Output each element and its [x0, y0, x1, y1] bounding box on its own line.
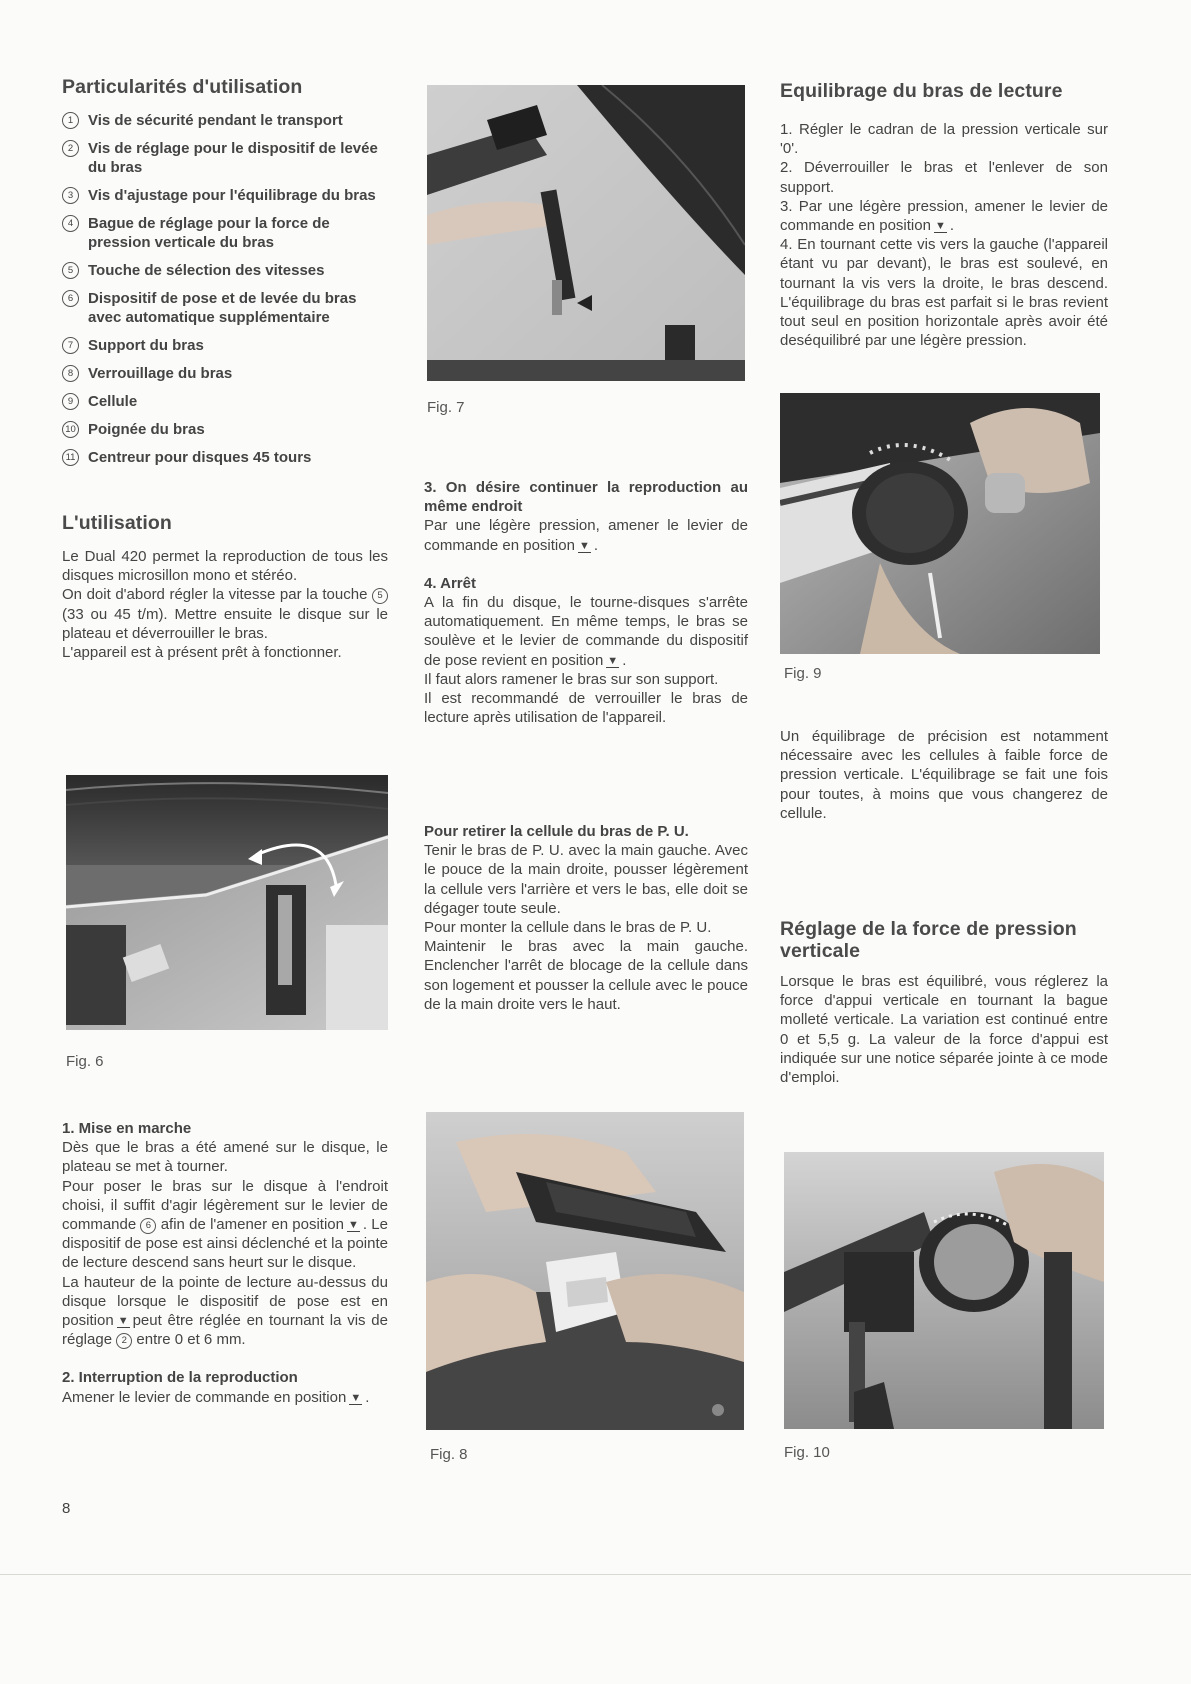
start-paragraph-3: La hauteur de la pointe de lecture au-dessus du disque lorsque le dispositif de pose est en position ▼ peut être réglée en tournant la vis de réglage 2 entre 0 et 6 mm.	[62, 1273, 388, 1349]
remove-paragraph-3: Maintenir le bras avec la main gauche. Enclencher l'arrêt de blocage de la cellule dans son logement et pousser la cellule avec le pouce de la main droite vers le haut.	[424, 938, 748, 1013]
feature-item	[62, 214, 388, 252]
feature-item	[62, 336, 388, 355]
balance-step-2: 2. Déverrouiller le bras et l'enlever de son support.	[780, 159, 1108, 196]
feature-label: Vis de réglage pour le dispositif de levée du bras	[88, 140, 378, 176]
features-section	[62, 76, 388, 476]
balance-step-3: 3. Par une légère pression, amener le levier de commande en position ▼ .	[780, 197, 1108, 235]
stop-paragraph-1: A la fin du disque, le tourne-disques s'arrête automatiquement. En même temps, le bras se soulève et le levier de commande du dispositif de pose revient en position ▼ .	[424, 594, 748, 669]
feature-item	[62, 448, 388, 467]
feature-item	[62, 420, 388, 439]
feature-number-icon: 1	[62, 112, 79, 129]
feature-label: Centreur pour disques 45 tours	[88, 449, 312, 466]
balance-heading: Equilibrage du bras de lecture	[780, 80, 1063, 102]
feature-number-icon: 10	[62, 421, 79, 438]
usage-heading: L'utilisation	[62, 512, 172, 534]
feature-label: Cellule	[88, 393, 138, 410]
start-paragraph-1: Dès que le bras a été amené sur le disque, le plateau se met à tourner.	[62, 1139, 388, 1176]
bottom-divider	[0, 1574, 1191, 1575]
ref-6-icon: 6	[140, 1218, 156, 1234]
balance-step-4: 4. En tournant cette vis vers la gauche (l'appareil étant vu par devant), le bras est soulevé, en tournant la vis vers la droite, le bras descend. L'équilibrage du bras est parfait si le bras revient tout seul en position horizontale après avoir été deséquilibré par une légère pression.	[780, 236, 1108, 350]
remove-heading: Pour retirer la cellule du bras de P. U.	[424, 823, 689, 840]
feature-number-icon: 9	[62, 393, 79, 410]
lowered-position-icon: ▼	[578, 539, 590, 552]
fig6-caption: Fig. 6	[66, 1053, 104, 1070]
feature-item	[62, 289, 388, 327]
continue-heading: 3. On désire continuer la reproduction au même endroit	[424, 479, 748, 516]
feature-item	[62, 139, 388, 177]
feature-label: Vis de sécurité pendant le transport	[88, 112, 343, 129]
remove-paragraph-1: Tenir le bras de P. U. avec la main gauche. Avec le pouce de la main droite, pousser légèrement la cellule vers l'arrière et vers le bas, elle doit se dégager toute seule.	[424, 842, 748, 917]
feature-item	[62, 186, 388, 205]
feature-label: Support du bras	[88, 337, 204, 354]
ref-2-icon: 2	[116, 1333, 132, 1349]
fig8-caption: Fig. 8	[430, 1446, 468, 1463]
feature-label: Touche de sélection des vitesses	[88, 262, 325, 279]
balance-step-1: 1. Régler le cadran de la pression verticale sur '0'.	[780, 121, 1108, 158]
lowered-position-icon: ▼	[117, 1315, 129, 1328]
page-number: 8	[62, 1500, 71, 1517]
continue-section	[424, 478, 748, 727]
feature-label: Bague de réglage pour la force de pression verticale du bras	[88, 215, 330, 251]
continue-paragraph: Par une légère pression, amener le levier de commande en position ▼ .	[424, 517, 748, 554]
precision-section	[780, 727, 1108, 823]
force-section	[780, 918, 1108, 1087]
interrupt-paragraph: Amener le levier de commande en position ▼ .	[62, 1388, 370, 1406]
feature-label: Dispositif de pose et de levée du bras avec automatique supplémentaire	[88, 290, 357, 326]
balance-section	[780, 80, 1108, 350]
feature-number-icon: 8	[62, 365, 79, 382]
lowered-position-icon: ▼	[350, 1391, 362, 1404]
feature-number-icon: 3	[62, 187, 79, 204]
raised-position-icon: ▼	[607, 654, 619, 667]
force-heading: Réglage de la force de pression verticale	[780, 918, 1077, 962]
remove-section	[424, 822, 748, 1014]
fig8-photo	[426, 1112, 744, 1430]
feature-item	[62, 111, 388, 130]
feature-item	[62, 261, 388, 280]
feature-item	[62, 392, 388, 411]
features-heading: Particularités d'utilisation	[62, 76, 303, 98]
interrupt-heading: 2. Interruption de la reproduction	[62, 1369, 298, 1387]
usage-paragraph-3: L'appareil est à présent prêt à fonctionner.	[62, 644, 342, 662]
lowered-position-icon: ▼	[934, 220, 946, 233]
feature-number-icon: 11	[62, 449, 79, 466]
features-list	[62, 111, 388, 467]
usage-section	[62, 512, 388, 662]
feature-number-icon: 4	[62, 215, 79, 232]
feature-number-icon: 2	[62, 140, 79, 157]
fig7-caption: Fig. 7	[427, 399, 465, 416]
remove-paragraph-2: Pour monter la cellule dans le bras de P. U.	[424, 919, 712, 937]
usage-paragraph-1: Le Dual 420 permet la reproduction de tous les disques microsillon mono et stéréo.	[62, 548, 388, 585]
stop-paragraph-2: Il faut alors ramener le bras sur son support.	[424, 670, 719, 688]
usage-paragraph-2: On doit d'abord régler la vitesse par la touche 5 (33 ou 45 t/m). Mettre ensuite le disque sur le plateau et déverrouiller le bras.	[62, 586, 388, 642]
start-section	[62, 1119, 388, 1407]
stop-paragraph-3: Il est recommandé de verrouiller le bras de lecture après utilisation de l'appareil.	[424, 690, 748, 727]
feature-number-icon: 6	[62, 290, 79, 307]
fig6-photo	[66, 775, 388, 1030]
lowered-position-icon: ▼	[348, 1219, 359, 1232]
ref-5-icon: 5	[372, 588, 388, 604]
fig9-caption: Fig. 9	[784, 665, 822, 682]
feature-number-icon: 7	[62, 337, 79, 354]
start-heading: 1. Mise en marche	[62, 1120, 192, 1137]
force-paragraph: Lorsque le bras est équilibré, vous réglerez la force d'appui verticale en tournant la bague molleté verticale. La variation est continué entre 0 et 5,5 g. La valeur de la force d'appui est indiquée sur une notice séparée jointe à ce mode d'emploi.	[780, 973, 1108, 1087]
fig10-photo	[784, 1152, 1104, 1429]
fig7-photo	[427, 85, 745, 381]
start-paragraph-2: Pour poser le bras sur le disque à l'endroit choisi, il suffit d'agir légèrement sur le levier de commande 6 afin de l'amener en position ▼ . Le dispositif de pose est ainsi déclenché et la pointe de lecture descend sans heurt sur le disque.	[62, 1177, 388, 1272]
feature-item	[62, 364, 388, 383]
feature-label: Poignée du bras	[88, 421, 205, 438]
fig10-caption: Fig. 10	[784, 1444, 830, 1461]
feature-label: Verrouillage du bras	[88, 365, 233, 382]
feature-label: Vis d'ajustage pour l'équilibrage du bras	[88, 187, 376, 204]
precision-paragraph: Un équilibrage de précision est notamment nécessaire avec les cellules à faible force de pression verticale. L'équilibrage se fait une fois pour toutes, à moins que vous changerez de cellule.	[780, 728, 1108, 822]
fig9-photo	[780, 393, 1100, 654]
feature-number-icon: 5	[62, 262, 79, 279]
stop-heading: 4. Arrêt	[424, 574, 476, 592]
